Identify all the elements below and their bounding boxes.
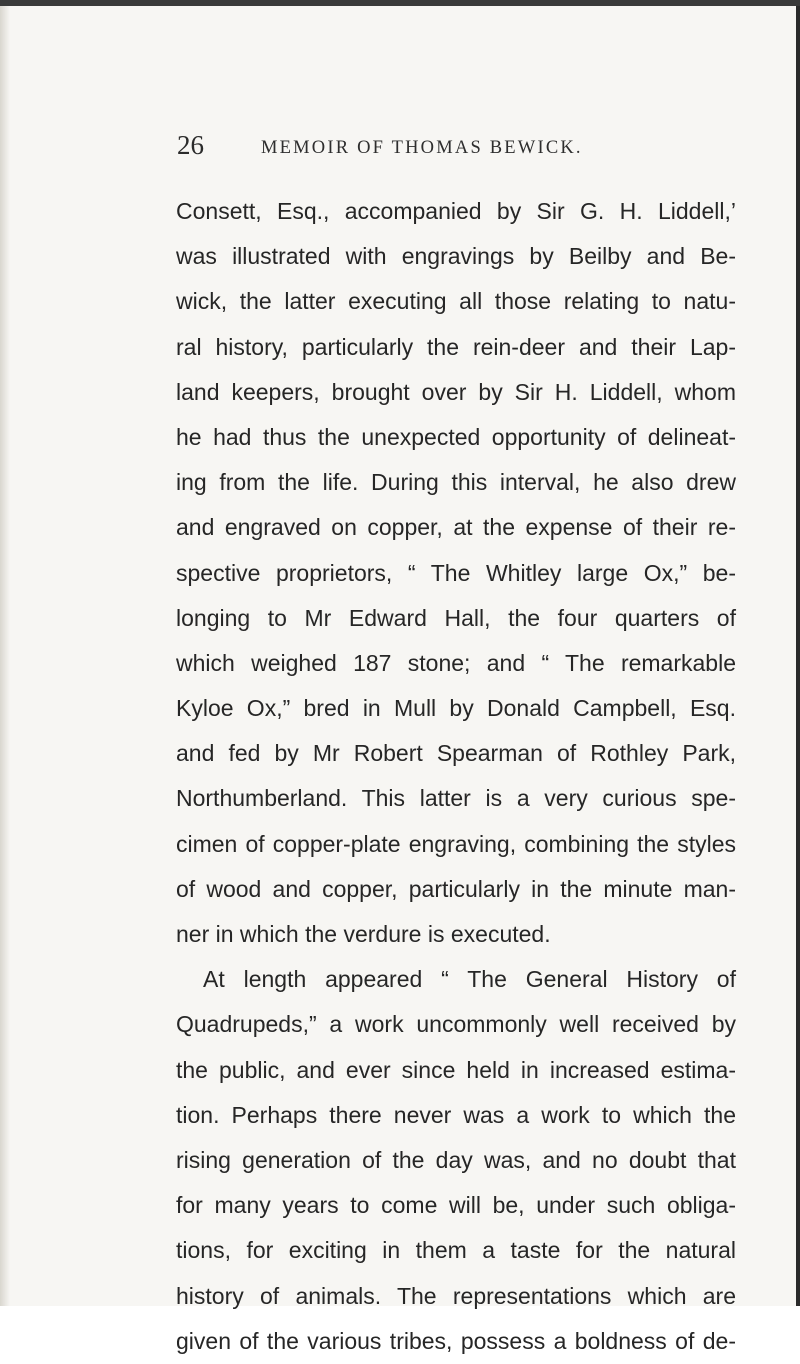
text-line: of wood and copper, particularly in the minute man- [176, 875, 736, 902]
text-line: he had thus the unexpected opportunity of delineat- [176, 423, 736, 450]
text-line: which weighed 187 stone; and “ The remarkable [176, 649, 736, 676]
text-line: Kyloe Ox,” bred in Mull by Donald Campbell, Esq. [176, 695, 736, 722]
text-line: tions, for exciting in them a taste for the natural [176, 1237, 736, 1264]
text-line: ner in which the verdure is executed. [176, 921, 551, 947]
page-number: 26 [177, 130, 204, 160]
text-line: history of animals. The representations which are [176, 1282, 736, 1309]
text-line: Northumberland. This latter is a very curious spe- [176, 785, 736, 812]
page-header [0, 130, 800, 170]
text-line: tion. Perhaps there never was a work to which the [176, 1101, 736, 1128]
text-line: rising generation of the day was, and no doubt that [176, 1146, 736, 1173]
text-line: longing to Mr Edward Hall, the four quarters of [176, 604, 736, 631]
text-line: given of the various tribes, possess a boldness of de- [176, 1327, 736, 1354]
text-line: and fed by Mr Robert Spearman of Rothley Park, [176, 740, 736, 767]
text-line: wick, the latter executing all those relating to natu- [176, 288, 736, 315]
text-line: Quadrupeds,” a work uncommonly well received by [176, 1011, 736, 1038]
text-line: At length appeared “ The General History of [203, 966, 736, 993]
text-line: Consett, Esq., accompanied by Sir G. H. Liddell,’ [176, 198, 736, 224]
right-border [796, 6, 800, 1306]
text-line: and engraved on copper, at the expense of their re- [176, 514, 736, 541]
text-line: ing from the life. During this interval, he also drew [176, 469, 736, 496]
text-line: land keepers, brought over by Sir H. Liddell, whom [176, 378, 736, 405]
text-line: was illustrated with engravings by Beilby and Be- [176, 243, 736, 270]
text-line: for many years to come will be, under such obliga- [176, 1192, 736, 1219]
text-line: the public, and ever since held in increased estima- [176, 1056, 736, 1083]
text-line: cimen of copper-plate engraving, combining the styles [176, 830, 736, 857]
text-line: ral history, particularly the rein-deer and their Lap- [176, 333, 736, 360]
running-head: MEMOIR OF THOMAS BEWICK. [261, 138, 583, 158]
text-line: spective proprietors, “ The Whitley large Ox,” be- [176, 559, 736, 586]
top-border [0, 0, 800, 6]
gutter-shadow [0, 6, 10, 1306]
body-text [176, 189, 736, 1364]
